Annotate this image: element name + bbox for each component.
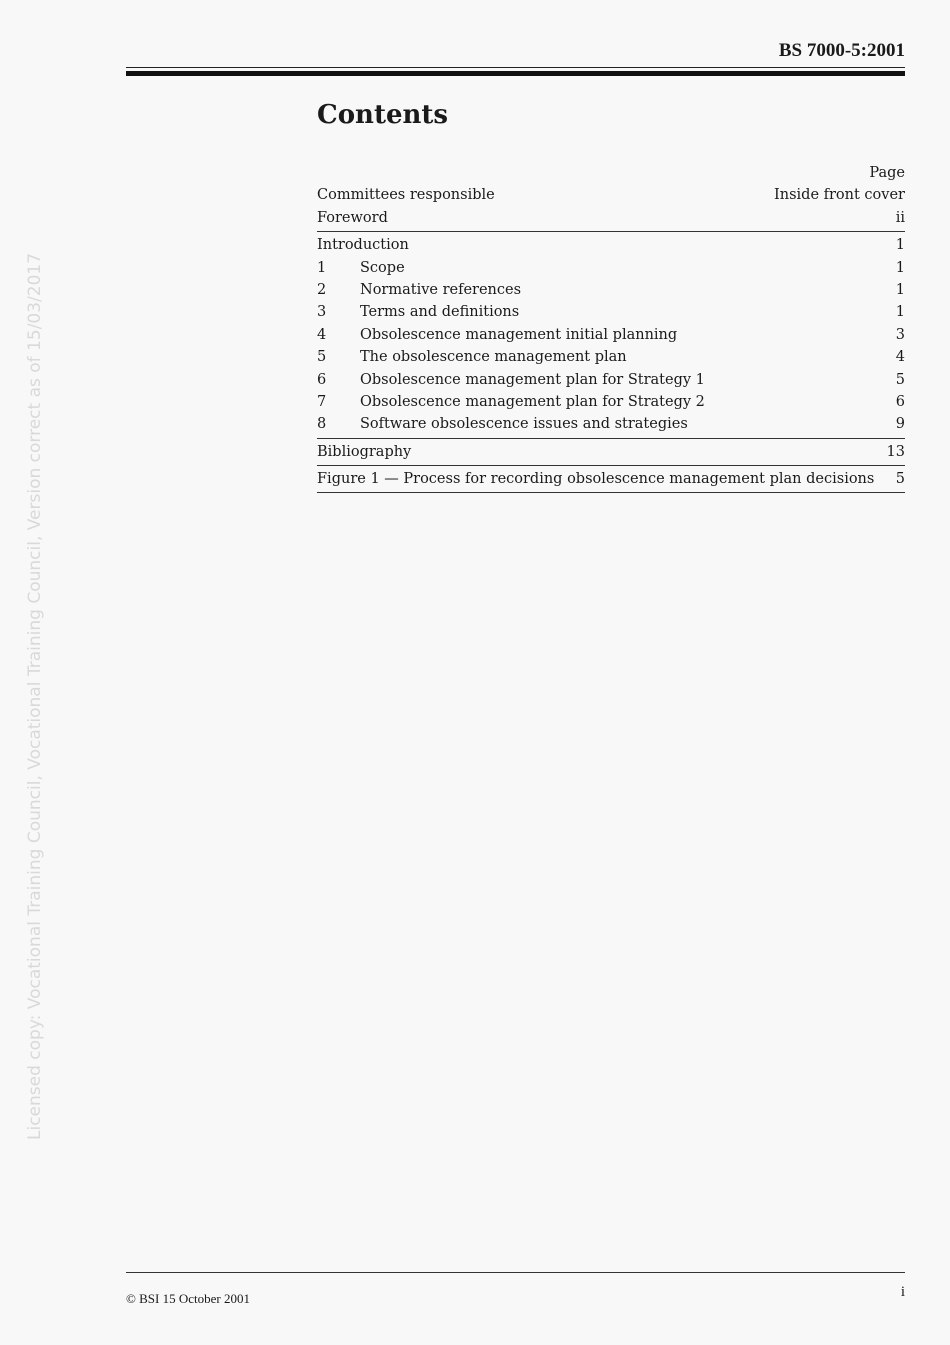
page-column-header-row bbox=[317, 162, 905, 184]
toc-entry-text: Obsolescence management plan for Strategy 1 bbox=[360, 371, 705, 388]
toc-entry-page: Inside front cover bbox=[774, 187, 905, 204]
toc-entry-figure-1[interactable] bbox=[317, 468, 905, 490]
section-number: 8 bbox=[317, 416, 327, 433]
toc-entry-introduction[interactable] bbox=[317, 234, 905, 256]
table-of-contents bbox=[317, 162, 905, 495]
toc-entry-page: 9 bbox=[895, 416, 905, 433]
toc-entry-foreword[interactable] bbox=[317, 207, 905, 229]
toc-entry-page: 5 bbox=[895, 471, 905, 488]
toc-entry-text: Figure 1 — Process for recording obsolescence management plan decisions bbox=[317, 471, 875, 488]
header-rule-thick bbox=[126, 71, 905, 76]
toc-entry-page: ii bbox=[895, 209, 905, 226]
footer-rule bbox=[126, 1272, 905, 1273]
toc-entry-text: Introduction bbox=[317, 237, 409, 254]
section-number: 1 bbox=[317, 259, 327, 276]
toc-divider bbox=[317, 231, 905, 232]
section-number: 2 bbox=[317, 281, 327, 298]
section-number: 5 bbox=[317, 349, 327, 366]
copyright-notice: © BSI 15 October 2001 bbox=[126, 1291, 250, 1306]
toc-entry-section-6[interactable] bbox=[317, 369, 905, 391]
section-number: 4 bbox=[317, 326, 327, 343]
toc-entry-bibliography[interactable] bbox=[317, 441, 905, 463]
section-number: 7 bbox=[317, 393, 327, 410]
toc-entry-page: 13 bbox=[886, 443, 905, 460]
toc-entry-text: Bibliography bbox=[317, 443, 412, 460]
toc-entry-section-4[interactable] bbox=[317, 324, 905, 346]
section-number: 3 bbox=[317, 304, 327, 321]
toc-entry-text: Foreword bbox=[317, 209, 388, 226]
toc-entry-text: Committees responsible bbox=[317, 187, 495, 204]
toc-entry-section-5[interactable] bbox=[317, 346, 905, 368]
toc-entry-section-2[interactable] bbox=[317, 279, 905, 301]
toc-entry-text: Scope bbox=[360, 259, 405, 276]
toc-divider bbox=[317, 465, 905, 466]
toc-divider bbox=[317, 492, 905, 493]
toc-entry-page: 1 bbox=[895, 237, 905, 254]
toc-entry-section-8[interactable] bbox=[317, 413, 905, 435]
toc-entry-page: 1 bbox=[895, 281, 905, 298]
toc-entry-text: Normative references bbox=[360, 281, 522, 298]
toc-entry-page: 1 bbox=[895, 259, 905, 276]
section-number: 6 bbox=[317, 371, 327, 388]
document-code: BS 7000-5:2001 bbox=[778, 40, 905, 61]
page-number: i bbox=[900, 1284, 905, 1300]
toc-entry-text: The obsolescence management plan bbox=[360, 349, 627, 366]
toc-entry-text: Obsolescence management plan for Strategy 2 bbox=[360, 393, 705, 410]
toc-entry-page: 6 bbox=[895, 393, 905, 410]
toc-entry-page: 5 bbox=[895, 371, 905, 388]
toc-entry-section-1[interactable] bbox=[317, 257, 905, 279]
header-rule-thin bbox=[126, 67, 905, 68]
toc-entry-text: Terms and definitions bbox=[360, 304, 520, 321]
toc-entry-page: 3 bbox=[895, 326, 905, 343]
toc-entry-page: 4 bbox=[895, 349, 905, 366]
toc-entry-page: 1 bbox=[895, 304, 905, 321]
toc-entry-section-7[interactable] bbox=[317, 391, 905, 413]
toc-entry-committees[interactable] bbox=[317, 184, 905, 206]
toc-entry-section-3[interactable] bbox=[317, 301, 905, 323]
page-column-header: Page bbox=[869, 165, 905, 181]
toc-entry-text: Obsolescence management initial planning bbox=[360, 326, 678, 343]
page-title: Contents bbox=[317, 100, 449, 130]
toc-entry-text: Software obsolescence issues and strategies bbox=[360, 416, 688, 433]
toc-divider bbox=[317, 438, 905, 439]
license-watermark: Licensed copy: Vocational Training Council, Vocational Training Council, Version correct as of 15/03/2017 bbox=[25, 252, 45, 1140]
